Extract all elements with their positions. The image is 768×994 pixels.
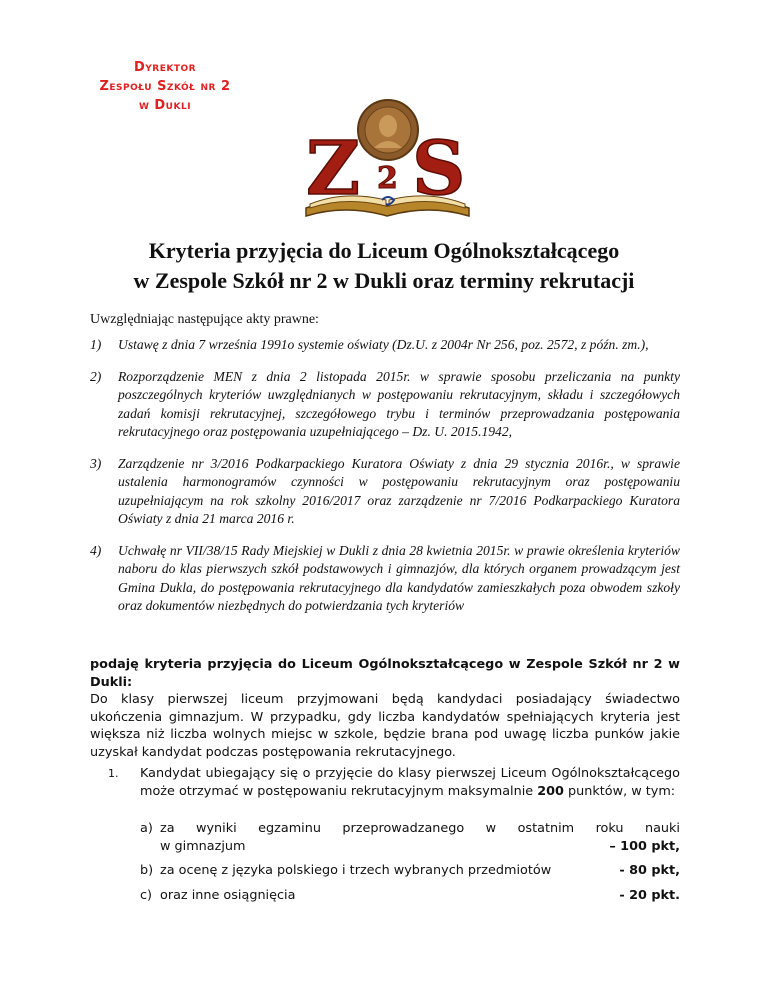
subcriterion-points: - 80 pkt, (619, 863, 680, 878)
subcriterion-letter: a) (140, 821, 153, 836)
subcriterion-item (140, 820, 680, 855)
criterion-number: 1. (108, 767, 119, 780)
criterion-max-points: 200 (537, 783, 564, 799)
sender-line-3: w Dukli (138, 98, 192, 113)
intro-text: Uwzględniając następujące akty prawne: (90, 312, 319, 327)
subcriterion-text (160, 820, 680, 855)
criterion-item (108, 765, 680, 800)
subcriterion-line-2: w gimnazjum (160, 838, 246, 854)
logo-letter-z: Z (306, 126, 361, 212)
item-text: Ustawę z dnia 7 września 1991o systemie oświaty (Dz.U. z 2004r Nr 256, poz. 2572, z późn. zm.), (118, 337, 649, 352)
lead-paragraph (90, 656, 680, 761)
sender-header (60, 58, 270, 115)
criterion-text-before: Kandydat ubiegający się o przyjęcie do klasy pierwszej Liceum Ogólnokształcącego może otrzymać w postępowaniu rekrutacyjnym maksymalnie (140, 766, 680, 799)
sender-line-1: Dyrektor (133, 60, 197, 75)
item-number: 1) (90, 337, 102, 352)
subcriterion-text: za ocenę z języka polskiego i trzech wybranych przedmiotów (160, 863, 552, 878)
logo-number: 2 (377, 161, 398, 196)
document-title (60, 236, 708, 296)
legal-act-item (90, 336, 680, 355)
sender-line-2: Zespołu Szkół nr 2 (99, 79, 231, 94)
criterion-text-after: punktów, w tym: (563, 783, 676, 799)
criterion-text (140, 765, 680, 800)
legal-act-item (90, 455, 680, 529)
subcriterion-item (140, 862, 680, 880)
lead-text: Do klasy pierwszej liceum przyjmowani będą kandydaci posiadający świadectwo ukończenia gimnazjum. W przypadku, gdy liczba kandydatów spełniających kryteria jest większa niż liczba wolnych miejsc w szkole, będzie brana pod uwagę liczba punków jakie uzyskał kandydat podczas postępowania rekrutacyjnego. (90, 692, 680, 760)
subcriterion-line-1: za wyniki egzaminu przeprowadzanego w ostatnim roku nauki (160, 821, 680, 836)
item-number: 2) (90, 368, 102, 384)
item-number: 4) (90, 542, 102, 558)
subcriterion-item (140, 887, 680, 905)
title-line-2: w Zespole Szkół nr 2 w Dukli oraz terminy rekrutacji (133, 268, 635, 293)
item-number: 3) (90, 455, 102, 471)
subcriterion-points: – 100 pkt, (609, 838, 680, 854)
subcriterion-text: oraz inne osiągnięcia (160, 888, 296, 903)
subcriterion-points: - 20 pkt. (619, 888, 680, 903)
subcriterion-letter: c) (140, 888, 153, 903)
legal-act-item (90, 368, 680, 442)
title-line-1: Kryteria przyjęcia do Liceum Ogólnokształcącego (148, 238, 620, 263)
item-text: Uchwałę nr VII/38/15 Rady Miejskiej w Dukli z dnia 28 kwietnia 2015r. w prawie określenia kryteriów naboru do klas pierwszych szkół podstawowych i gimnazjów, dla których organem prowadzącym jest Gmina Dukla, do postępowania rekrutacyjnego dla kandydatów zamieszkałych poza obwodem szkoły oraz dokumentów niezbędnych do potwierdzania tych kryteriów (118, 542, 680, 613)
school-logo (300, 96, 475, 228)
legal-acts-list (90, 336, 680, 629)
item-text: Rozporządzenie MEN z dnia 2 listopada 2015r. w sprawie sposobu przeliczania na punkty poszczególnych kryteriów uwzględnianych w postępowaniu rekrutacyjnym, składu i szczegółowych zadań komisji rekrutacyjnej, szczegółowego trybu i terminów przeprowadzania postępowania rekrutacyjnego oraz postępowania uzupełniającego – Dz. U. 2015.1942, (118, 368, 680, 439)
subcriterion-letter: b) (140, 863, 154, 878)
legal-act-item (90, 542, 680, 616)
item-text: Zarządzenie nr 3/2016 Podkarpackiego Kuratora Oświaty z dnia 29 stycznia 2016r., w sprawie ustalenia harmonogramów czynności w postępowaniu rekrutacyjnym oraz postępowaniu uzupełniającym na rok szkolny 2016/2017 oraz zarządzenie nr 7/2016 Podkarpackiego Kuratora Oświaty z dnia 21 marca 2016 r. (118, 455, 680, 526)
lead-heading: podaję kryteria przyjęcia do Liceum Ogólnokształcącego w Zespole Szkół nr 2 w Dukli: (90, 657, 680, 690)
logo-letter-s: S (412, 126, 466, 212)
